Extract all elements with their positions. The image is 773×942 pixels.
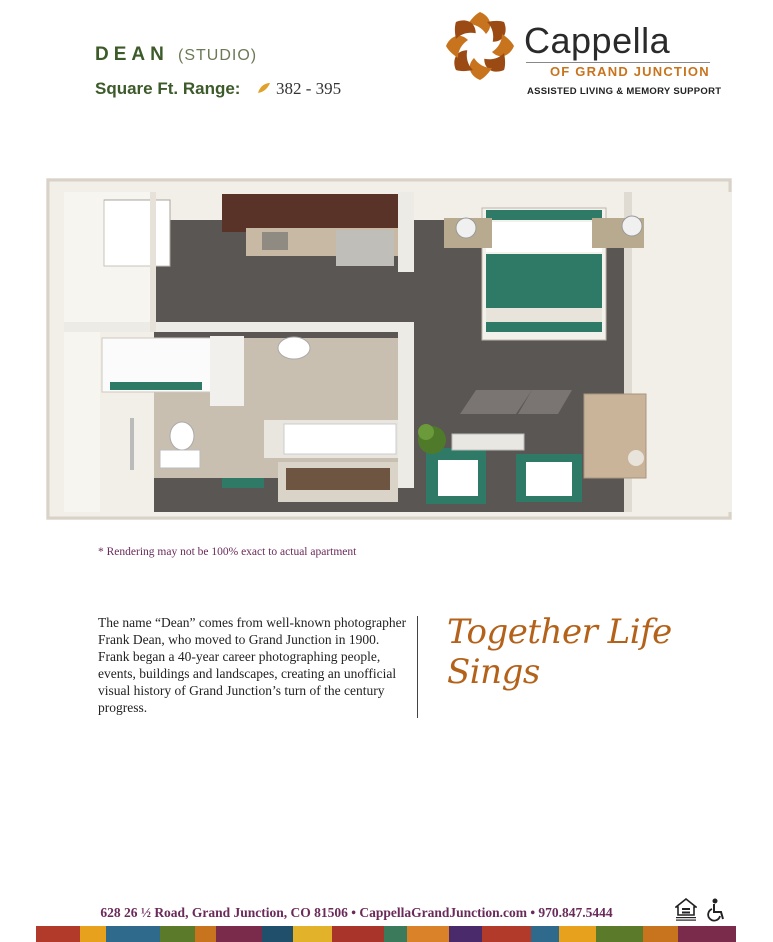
stripe-segment [262, 926, 292, 942]
rendering-disclaimer: * Rendering may not be 100% exact to actual apartment [98, 546, 357, 558]
sqft-value: 382 - 395 [276, 79, 342, 98]
unit-name: DEAN [95, 44, 169, 65]
stripe-segment [482, 926, 531, 942]
logo-name: Cappella [524, 20, 671, 61]
stripe-segment [195, 926, 216, 942]
sunburst-logo-icon [442, 8, 518, 84]
tagline-script: Together Life Sings [447, 612, 672, 692]
wheelchair-accessible-icon [706, 898, 726, 922]
unit-type: (STUDIO) [178, 47, 258, 64]
sqft-label: Square Ft. Range: [95, 79, 241, 98]
leaf-icon [257, 82, 271, 94]
stripe-segment [332, 926, 383, 942]
color-stripe [36, 926, 736, 942]
footer-contact: 628 26 ½ Road, Grand Junction, CO 81506 • CappellaGrandJunction.com • 970.847.5444 [100, 905, 613, 920]
equal-housing-opportunity-icon [675, 898, 697, 922]
studio-floorplan-rendering [46, 178, 732, 520]
logo-subtitle: OF GRAND JUNCTION [550, 64, 710, 79]
stripe-segment [160, 926, 195, 942]
stripe-segment [106, 926, 160, 942]
logo-divider [526, 62, 710, 63]
name-origin-paragraph: The name “Dean” comes from well-known photographer Frank Dean, who moved to Grand Junction in 1900. Frank began a 40-year career photographing people, events, buildings and landscapes, creating an unofficial visual history of Grand Junction’s turn of the century progress. [98, 615, 407, 715]
stripe-segment [293, 926, 333, 942]
stripe-segment [559, 926, 596, 942]
stripe-segment [449, 926, 482, 942]
stripe-segment [678, 926, 736, 942]
stripe-segment [216, 926, 263, 942]
stripe-segment [407, 926, 449, 942]
stripe-segment [80, 926, 106, 942]
stripe-segment [531, 926, 559, 942]
stripe-segment [384, 926, 407, 942]
stripe-segment [596, 926, 643, 942]
stripe-segment [643, 926, 678, 942]
stripe-segment [36, 926, 80, 942]
logo-tagline: ASSISTED LIVING & MEMORY SUPPORT [527, 86, 722, 97]
vertical-divider [417, 616, 418, 718]
